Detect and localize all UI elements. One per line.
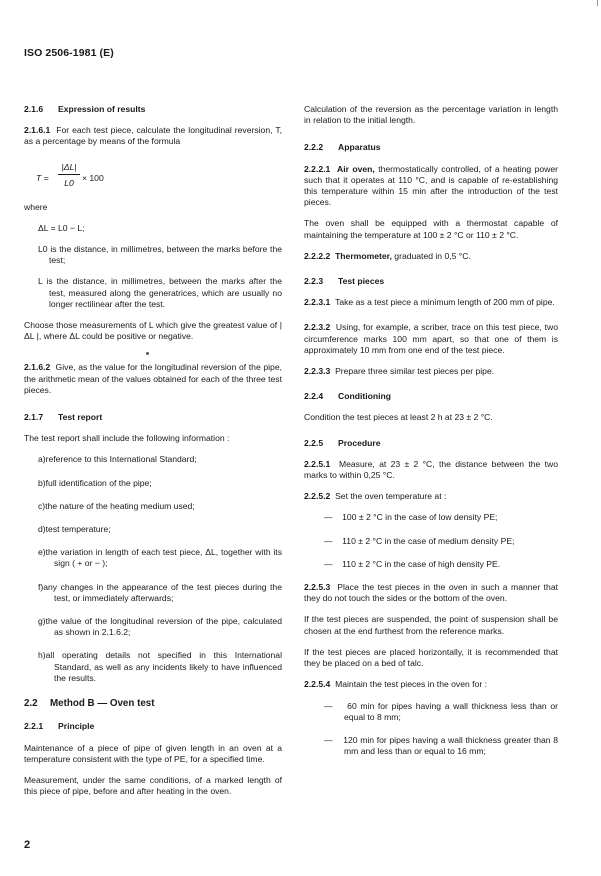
para-2-2-5-4: 2.2.5.4 Maintain the test pieces in the oven for : (304, 679, 487, 690)
principle-para-2: Measurement, under the same conditions, of a marked length of this piece of pipe, before and after heating in the oven. (24, 774, 282, 797)
para-2-2-3-2: 2.2.3.2 Using, for example, a scriber, trace on this test piece, two circumference marks 100 mm apart, so that one of them is approximately 10 mm from one end of the test piece. (304, 322, 558, 355)
where-label: where (24, 201, 48, 212)
report-item-h: h)all operating details not specified in this International Standard, as well as any incidents likely to have influenced the results. (38, 650, 282, 683)
suspended-note: If the test pieces are suspended, the point of suspension shall be chosen at the end furthest from the reference marks. (304, 614, 558, 636)
report-item-d: d)test temperature; (38, 524, 111, 535)
principle-para-1: Maintenance of a piece of pipe of given length in an oven at a temperature consistent with the type of PE, for a specified time. (24, 742, 282, 764)
report-item-c: c)the nature of the heating medium used; (38, 500, 195, 511)
para-2-2-5-2: 2.2.5.2 Set the oven temperature at : (304, 491, 447, 502)
heading-2-1-7: 2.1.7 Test report (24, 412, 103, 423)
report-item-e: e)the variation in length of each test piece, ΔL, together with its sign ( + or − ); (38, 547, 282, 569)
report-item-f: f)any changes in the appearance of the test pieces during the test, or immediately afterwards; (38, 581, 282, 603)
formula-denominator: L0 (64, 177, 74, 188)
para-2-2-3-1: 2.2.3.1 Take as a test piece a minimum length of 200 mm of pipe. (304, 297, 555, 308)
right-column (304, 104, 558, 769)
para-2-2-2-2: 2.2.2.2 Thermometer, graduated in 0,5 °C. (304, 250, 471, 261)
definition-delta-l: ΔL = L0 − L; (38, 222, 85, 233)
para-2-1-6-1: 2.1.6.1 For each test piece, calculate the longitudinal reversion, T, as a percentage by means of the formula (24, 125, 283, 147)
page-edge-mark (597, 0, 598, 6)
horizontal-note: If the test pieces are placed horizontally, it is recommended that they be placed on a bed of talc. (304, 646, 558, 669)
formula-numerator: |ΔL| (58, 162, 80, 175)
heading-2-2-1: 2.2.1 Principle (24, 721, 95, 732)
calculation-para: Calculation of the reversion as the percentage variation in length in relation to the initial length. (304, 104, 558, 126)
para-2-2-5-1: 2.2.5.1 Measure, at 23 ± 2 °C, the distance between the two marks to within 0,25 °C. (304, 458, 559, 481)
temp-medium-density: — 110 ± 2 °C in the case of medium density PE; (324, 535, 515, 546)
heading-2-2: 2.2 Method B — Oven test (24, 698, 155, 710)
report-item-g: g)the value of the longitudinal reversion of the pipe, calculated as shown in 2.1.6.2; (38, 616, 282, 638)
time-thin-wall: — 60 min for pipes having a wall thickness less than or equal to 8 mm; (324, 700, 558, 722)
document-code: ISO 2506-1981 (E) (24, 47, 114, 59)
para-2-2-2-1: 2.2.2.1 Air oven, thermostatically controlled, of a heating power such that it operates at 110 °C, and is capable of re-establishing this temperature within 15 min after the introduction of the test pieces. (304, 163, 558, 208)
left-column (24, 104, 282, 807)
heading-2-2-4: 2.2.4 Conditioning (304, 391, 391, 402)
report-item-b: b)full identification of the pipe; (38, 477, 152, 488)
definition-l0: L0 is the distance, in millimetres, between the marks before the test; (38, 244, 282, 266)
heading-2-2-5: 2.2.5 Procedure (304, 437, 381, 448)
heading-2-2-3: 2.2.3 Test pieces (304, 276, 385, 287)
report-item-a: a)reference to this International Standard; (38, 454, 197, 465)
para-2-2-3-3: 2.2.3.3 Prepare three similar test pieces per pipe. (304, 366, 495, 377)
definition-l: L is the distance, in millimetres, between the marks after the test, measured along the generatrices, which are usually no longer rectilinear after the test. (38, 276, 282, 309)
page-number: 2 (24, 839, 31, 851)
choose-measurements: Choose those measurements of L which give the greatest value of | ΔL |, where ΔL could be positive or negative. (24, 320, 282, 342)
reversion-formula: T = $\frac{|\Delta L|}{L0}$ × 100 (36, 161, 104, 188)
oven-thermostat-note: The oven shall be equipped with a thermostat capable of maintaining the temperature at 100 ± 2 °C or 110 ± 2 °C. (304, 218, 558, 240)
report-intro: The test report shall include the following information : (24, 433, 230, 444)
time-medium-wall: — 120 min for pipes having a wall thickness greater than 8 mm and less than or equal to 16 mm; (324, 734, 558, 757)
heading-2-1-6: 2.1.6 Expression of results (24, 104, 146, 114)
temp-high-density: — 110 ± 2 °C in the case of high density PE. (324, 558, 501, 569)
para-2-1-6-2: 2.1.6.2 Give, as the value for the longitudinal reversion of the pipe, the arithmetic mean of the values obtained for each of the three test pieces. (24, 362, 282, 395)
temp-low-density: — 100 ± 2 °C in the case of low density PE; (324, 512, 498, 523)
heading-2-2-2: 2.2.2 Apparatus (304, 142, 381, 153)
para-2-2-5-3: 2.2.5.3 Place the test pieces in the oven in such a manner that they do not touch the sides or the bottom of the oven. (304, 582, 559, 604)
conditioning-para: Condition the test pieces at least 2 h at 23 ± 2 °C. (304, 412, 493, 423)
